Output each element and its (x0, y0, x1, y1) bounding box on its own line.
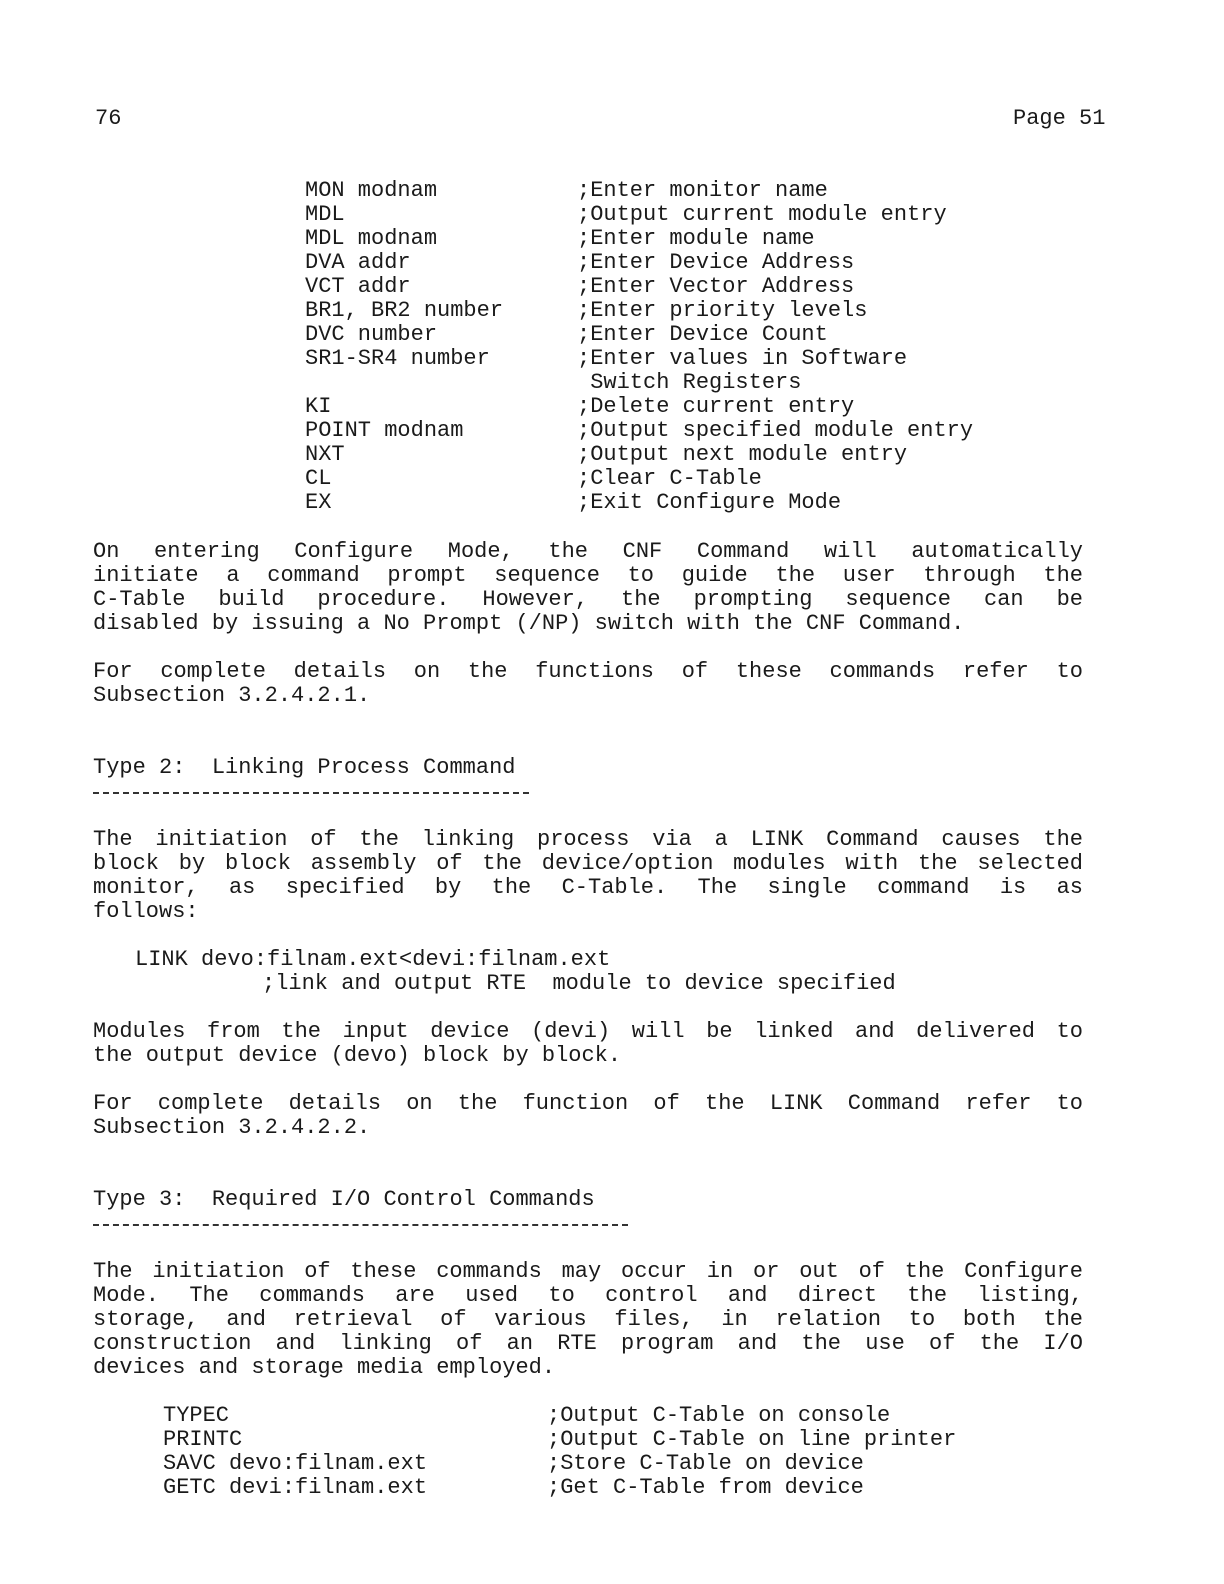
paragraph-line: the output device (devo) block by block. (93, 1043, 622, 1068)
command-name: MDL (305, 202, 345, 227)
paragraph-line: The initiation of these commands may occur in or out of the Configure (93, 1260, 1083, 1284)
command-description: ;Get C-Table from device (547, 1475, 864, 1500)
paragraph-line: Modules from the input device (devi) will be linked and delivered to (93, 1020, 1083, 1044)
command-description: ;Enter monitor name (577, 178, 828, 203)
command-name: MDL modnam (305, 226, 438, 251)
command-description: ;Enter values in Software (577, 346, 908, 371)
paragraph-line: block by block assembly of the device/option modules with the selected (93, 852, 1083, 876)
heading-underline (93, 1224, 628, 1226)
command-description: ;Enter Device Count (577, 322, 828, 347)
page-number-right: Page 51 (1013, 106, 1106, 131)
paragraph-line: The initiation of the linking process via a LINK Command causes the (93, 828, 1083, 852)
command-name: SAVC devo:filnam.ext (163, 1451, 428, 1476)
section-heading-type2: Type 2: Linking Process Command (93, 755, 516, 780)
paragraph-line: disabled by issuing a No Prompt (/NP) switch with the CNF Command. (93, 611, 965, 636)
command-description: ;Output specified module entry (577, 418, 974, 443)
command-description: ;Output C-Table on console (547, 1403, 891, 1428)
paragraph-line: Subsection 3.2.4.2.1. (93, 683, 371, 708)
command-name: BR1, BR2 number (305, 298, 504, 323)
paragraph-line: devices and storage media employed. (93, 1355, 556, 1380)
command-name: DVC number (305, 322, 438, 347)
command-description: ;Enter module name (577, 226, 815, 251)
paragraph-line: initiate a command prompt sequence to guide the user through the (93, 564, 1083, 588)
paragraph-line: monitor, as specified by the C-Table. The single command is as (93, 876, 1083, 900)
command-description: ;Output next module entry (577, 442, 908, 467)
page-number-left: 76 (95, 106, 122, 131)
command-name: GETC devi:filnam.ext (163, 1475, 428, 1500)
command-name: POINT modnam (305, 418, 464, 443)
command-description: ;Output current module entry (577, 202, 947, 227)
section-heading-type3: Type 3: Required I/O Control Commands (93, 1187, 595, 1212)
command-description: ;Delete current entry (577, 394, 855, 419)
paragraph-line: For complete details on the functions of these commands refer to (93, 660, 1083, 684)
paragraph-line: For complete details on the function of the LINK Command refer to (93, 1092, 1083, 1116)
command-description: ;Clear C-Table (577, 466, 762, 491)
command-name: VCT addr (305, 274, 411, 299)
command-name: NXT (305, 442, 345, 467)
command-name: MON modnam (305, 178, 438, 203)
command-description: ;Output C-Table on line printer (547, 1427, 957, 1452)
command-description: ;Store C-Table on device (547, 1451, 864, 1476)
command-name: TYPEC (163, 1403, 230, 1428)
command-name: SR1-SR4 number (305, 346, 490, 371)
link-command: LINK devo:filnam.ext<devi:filnam.ext (135, 947, 611, 972)
paragraph-line: C-Table build procedure. However, the prompting sequence can be (93, 588, 1083, 612)
command-description: ;Exit Configure Mode (577, 490, 842, 515)
paragraph-line: construction and linking of an RTE program and the use of the I/O (93, 1332, 1083, 1356)
paragraph-line: Subsection 3.2.4.2.2. (93, 1115, 371, 1140)
paragraph-line: Mode. The commands are used to control and direct the listing, (93, 1284, 1083, 1308)
command-name: PRINTC (163, 1427, 243, 1452)
paragraph-line: On entering Configure Mode, the CNF Command will automatically (93, 540, 1083, 564)
command-description: ;Enter priority levels (577, 298, 868, 323)
paragraph-line: storage, and retrieval of various files, in relation to both the (93, 1308, 1083, 1332)
heading-underline (93, 792, 529, 794)
command-description: ;Enter Vector Address (577, 274, 855, 299)
link-command-comment: ;link and output RTE module to device specified (262, 971, 896, 996)
paragraph-line: follows: (93, 899, 199, 924)
command-name: EX (305, 490, 332, 515)
command-name: DVA addr (305, 250, 411, 275)
command-description: ;Enter Device Address (577, 250, 855, 275)
command-name: KI (305, 394, 332, 419)
command-name: CL (305, 466, 332, 491)
command-description: Switch Registers (577, 370, 802, 395)
